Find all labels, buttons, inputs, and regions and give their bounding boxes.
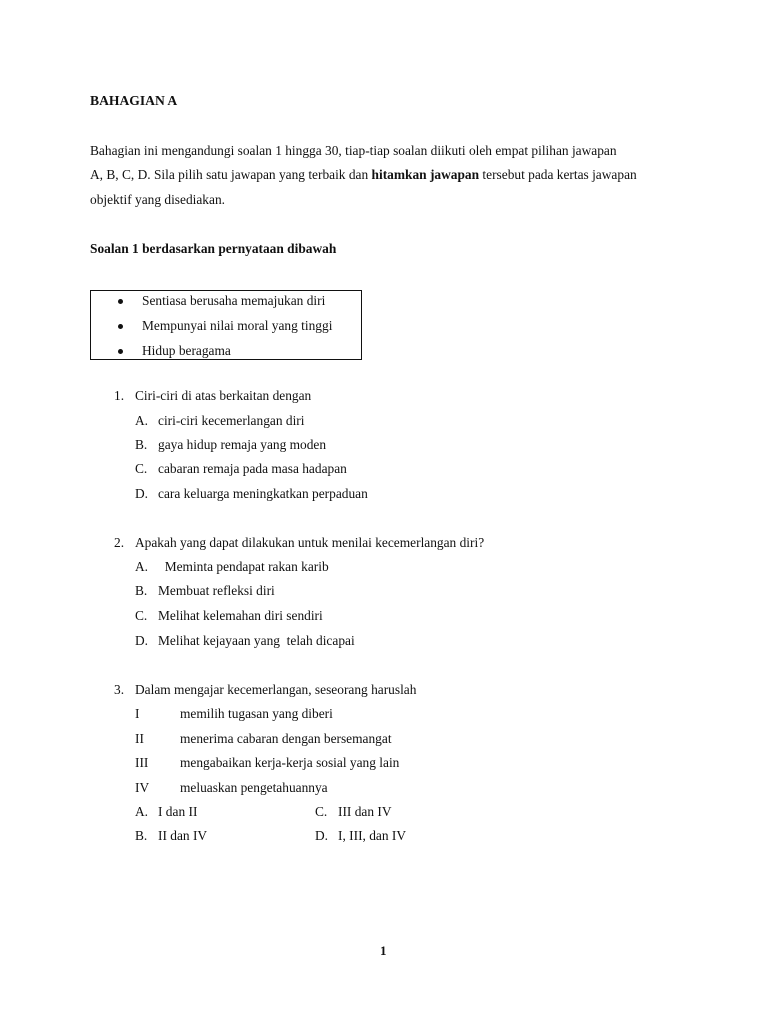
q1-option-d: cara keluarga meningkatkan perpaduan (158, 486, 368, 501)
q3-statement-i: memilih tugasan yang diberi (180, 706, 333, 721)
stimulus-bullet-text: Mempunyai nilai moral yang tinggi (142, 318, 333, 333)
stimulus-heading: Soalan 1 berdasarkan pernyataan dibawah (90, 241, 337, 256)
q3-statement-iii: mengabaikan kerja-kerja sosial yang lain (180, 755, 400, 770)
question-2-text: Apakah yang dapat dilakukan untuk menilai kecemerlangan diri? (135, 535, 485, 550)
q3-option-a: I dan II (158, 804, 198, 819)
q2-option-letter: C. (135, 608, 148, 623)
q1-option-letter: C. (135, 461, 148, 476)
q3-option-letter: D. (315, 828, 329, 843)
q1-option-c: cabaran remaja pada masa hadapan (158, 461, 347, 476)
q1-option-letter: B. (135, 437, 148, 452)
question-2-number: 2. (114, 535, 125, 550)
q3-option-b: II dan IV (158, 828, 208, 843)
q3-option-letter: A. (135, 804, 149, 819)
intro-line-2 (90, 167, 637, 183)
intro-line-2-start: A, B, C, D. Sila pilih satu jawapan yang terbaik dan (90, 167, 372, 182)
question-3-number: 3. (114, 682, 125, 697)
intro-line-1: Bahagian ini mengandungi soalan 1 hingga 30, tiap-tiap soalan diikuti oleh empat pilihan jawapan (90, 143, 617, 158)
bullet-icon (118, 324, 123, 329)
q3-statement-numeral: II (135, 731, 144, 746)
section-title: BAHAGIAN A (90, 93, 178, 108)
intro-emphasis: hitamkan jawapan (371, 167, 480, 182)
q2-option-c: Melihat kelemahan diri sendiri (158, 608, 323, 623)
q3-statement-numeral: IV (135, 780, 150, 795)
q3-option-letter: B. (135, 828, 148, 843)
q3-statement-iv: meluaskan pengetahuannya (180, 780, 328, 795)
q2-option-letter: B. (135, 583, 148, 598)
page-number: 1 (380, 943, 387, 958)
stimulus-bullet-text: Hidup beragama (142, 343, 231, 358)
q3-option-c: III dan IV (338, 804, 392, 819)
intro-line-3: objektif yang disediakan. (90, 192, 225, 207)
intro-line-2-end: tersebut pada kertas jawapan (479, 167, 637, 182)
q2-option-d: Melihat kejayaan yang telah dicapai (158, 633, 355, 648)
q2-option-letter: A. (135, 559, 149, 574)
q3-option-d: I, III, dan IV (338, 828, 407, 843)
q2-option-a: Meminta pendapat rakan karib (158, 559, 329, 574)
stimulus-box (90, 290, 362, 360)
q2-option-b: Membuat refleksi diri (158, 583, 275, 598)
bullet-icon (118, 349, 123, 354)
question-3-text: Dalam mengajar kecemerlangan, seseorang haruslah (135, 682, 417, 697)
bullet-icon (118, 299, 123, 304)
q3-statement-numeral: I (135, 706, 140, 721)
q3-statement-numeral: III (135, 755, 149, 770)
stimulus-bullet-text: Sentiasa berusaha memajukan diri (142, 293, 326, 308)
question-1-text: Ciri-ciri di atas berkaitan dengan (135, 388, 312, 403)
q3-statement-ii: menerima cabaran dengan bersemangat (180, 731, 392, 746)
q1-option-b: gaya hidup remaja yang moden (158, 437, 327, 452)
q1-option-letter: D. (135, 486, 149, 501)
q2-option-letter: D. (135, 633, 149, 648)
q1-option-letter: A. (135, 413, 149, 428)
q3-option-letter: C. (315, 804, 328, 819)
q1-option-a: ciri-ciri kecemerlangan diri (158, 413, 305, 428)
question-1-number: 1. (114, 388, 125, 403)
